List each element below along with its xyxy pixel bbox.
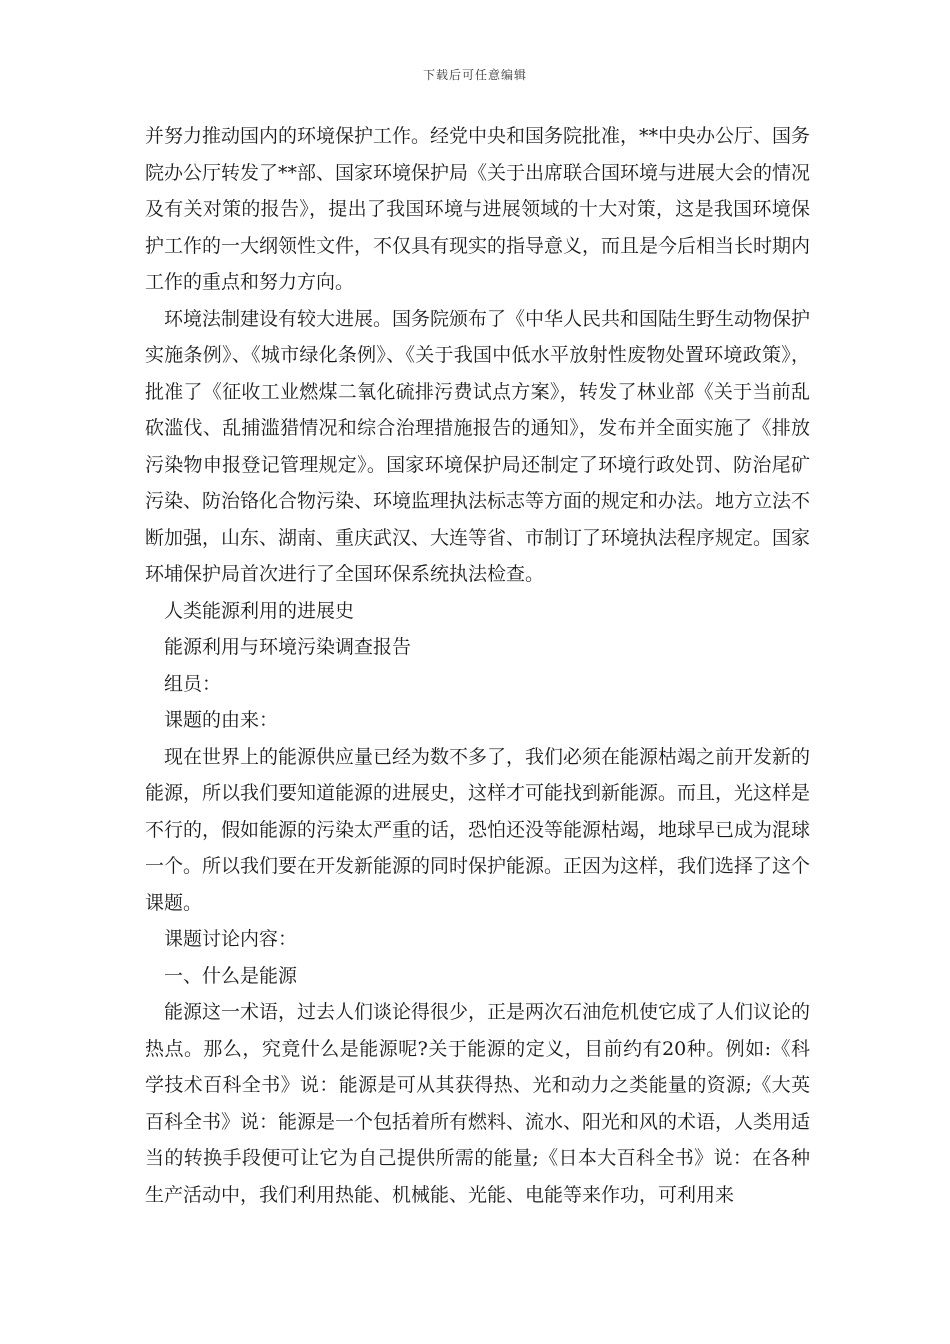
paragraph-energy-definition: 能源这一术语，过去人们谈论得很少，正是两次石油危机使它成了人们议论的热点。那么，究竟什么是能源呢?关于能源的定义，目前约有20种。例如:《科学技术百科全书》说：能源是可从其获得热、光和动力之类能量的资源;《大英百科全书》说：能源是一个包括着所有燃料、流水、阳光和风的术语，人类用适当的转换手段便可让它为自己提供所需的能量;《日本大百科全书》说：在各种生产活动中，我们利用热能、机械能、光能、电能等来作功，可利用来 <box>145 1001 811 1206</box>
group-members-label: 组员： <box>164 672 222 695</box>
section-title-energy-history: 人类能源利用的进展史 <box>164 599 355 622</box>
heading-what-is-energy: 一、什么是能源 <box>164 964 298 987</box>
paragraph-legal-progress: 环境法制建设有较大进展。国务院颁布了《中华人民共和国陆生野生动物保护实施条例》、《城市绿化条例》、《关于我国中低水平放射性废物处置环境政策》，批准了《征收工业燃煤二氧化硫排污费试点方案》，转发了林业部《关于当前乱砍滥伐、乱捕滥猎情况和综合治理措施报告的通知》，发布并全面实施了《排放污染物申报登记管理规定》。国家环境保护局还制定了环境行政处罚、防治尾矿污染、防治铬化合物污染、环境监理执法标志等方面的规定和办法。地方立法不断加强，山东、湖南、重庆武汉、大连等省、市制订了环境执法程序规定。国家环埔保护局首次进行了全国环保系统执法检查。 <box>145 307 811 585</box>
report-title: 能源利用与环境污染调查报告 <box>164 636 412 658</box>
paragraph-topic-origin: 现在世界上的能源供应量已经为数不多了，我们必须在能源枯竭之前开发新的能源，所以我们要知道能源的进展史，这样才可能找到新能源。而且，光这样是不行的，假如能源的污染太严重的话，恐怕还没等能源枯竭，地球早已成为混球一个。所以我们要在开发新能源的同时保护能源。正因为这样，我们选择了这个课题。 <box>145 745 811 914</box>
research-content-label: 课题讨论内容： <box>164 928 298 950</box>
topic-origin-label: 课题的由来： <box>164 709 279 731</box>
document-body <box>145 118 810 1213</box>
paragraph-environmental-policy: 并努力推动国内的环境保护工作。经党中央和国务院批准，**中央办公厅、国务院办公厅转发了**部、国家环境保护局《关于出席联合国环境与进展大会的情况及有关对策的报告》，提出了我国环境与进展领域的十大对策，这是我国环境保护工作的一大纲领性文件，不仅具有现实的指导意义，而且是今后相当长时期内工作的重点和努力方向。 <box>145 125 811 293</box>
page-header-note: 下载后可任意编辑 <box>422 68 527 82</box>
